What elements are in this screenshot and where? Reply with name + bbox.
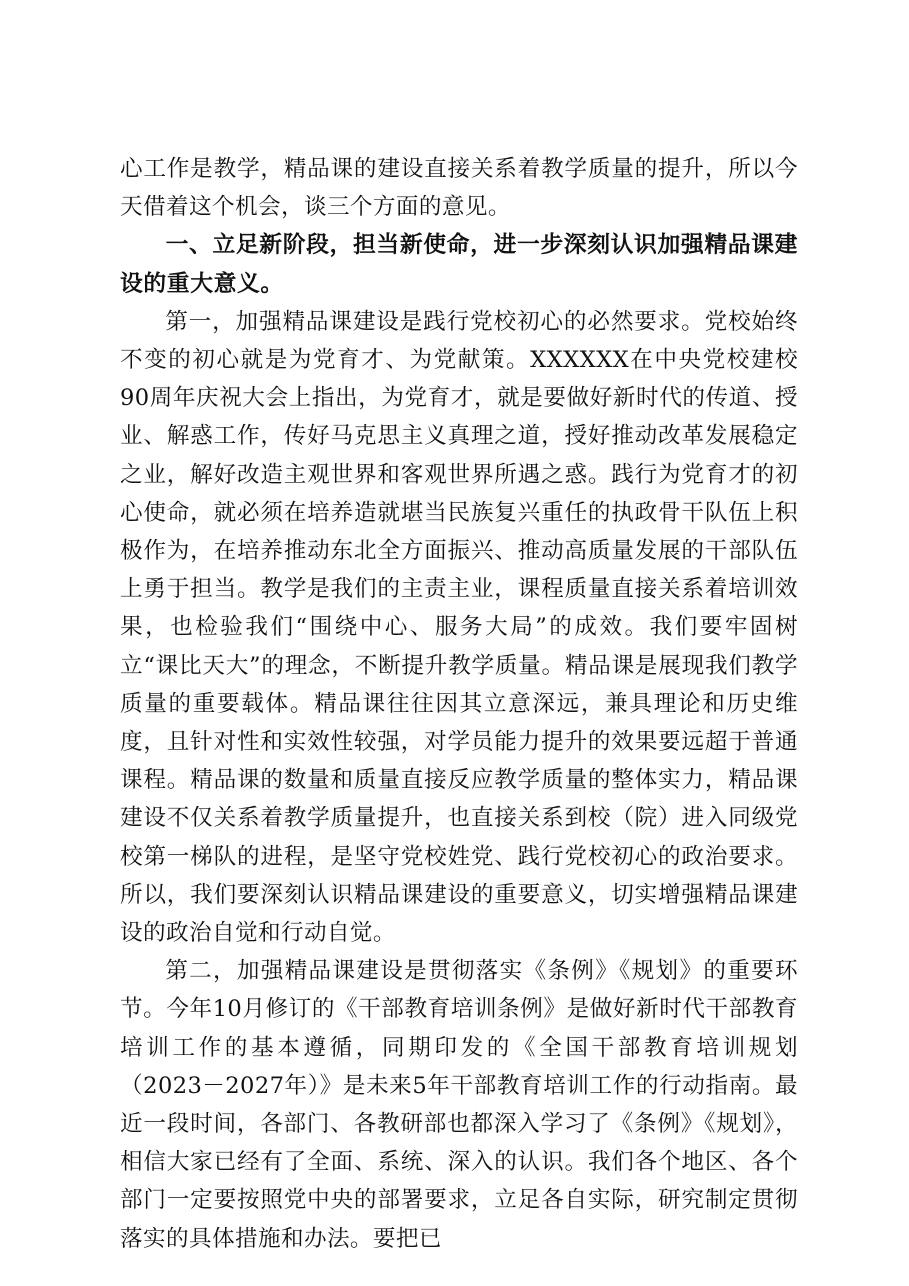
paragraph-intro: 心工作是教学，精品课的建设直接关系着教学质量的提升，所以今天借着这个机会，谈三个方面的意见。 [120,156,798,221]
paragraph-first-point: 第一，加强精品课建设是践行党校初心的必然要求。党校始终不变的初心就是为党育才、为党献策。XXXXXX在中央党校建校90周年庆祝大会上指出，为党育才，就是要做好新时代的传道、授业、解惑工作，传好马克思主义真理之道，授好推动改革发展稳定之业，解好改造主观世界和客观世界所遇之惑。践行为党育才的初心使命，就必须在培养造就堪当民族复兴重任的执政骨干队伍上积极作为，在培养推动东北全方面振兴、推动高质量发展的干部队伍上勇于担当。教学是我们的主责主业，课程质量直接关系着培训效果，也检验我们“围绕中心、服务大局”的成效。我们要牢固树立“课比天大”的理念，不断提升教学质量。精品课是展现我们教学质量的重要载体。精品课往往因其立意深远，兼具理论和历史维度，且针对性和实效性较强，对学员能力提升的效果要远超于普通课程。精品课的数量和质量直接反应教学质量的整体实力，精品课建设不仅关系着教学质量提升，也直接关系到校（院）进入同级党校第一梯队的进程，是坚守党校姓党、践行党校初心的政治要求。所以，我们要深刻认识精品课建设的重要意义，切实增强精品课建设的政治自觉和行动自觉。 [120,308,798,947]
document-page [120,150,798,1258]
paragraph-second-point: 第二，加强精品课建设是贯彻落实《条例》《规划》的重要环节。今年10月修订的《干部教育培训条例》是做好新时代干部教育培训工作的基本遵循，同期印发的《全国干部教育培训规划（2023－2027年）》是未来5年干部教育培训工作的行动指南。最近一段时间，各部门、各教研部也都深入学习了《条例》《规划》，相信大家已经有了全面、系统、深入的认识。我们各个地区、各个部门一定要按照党中央的部署要求，立足各自实际，研究制定贯彻落实的具体措施和办法。要把已 [120,958,798,1252]
section-heading: 一、立足新阶段，担当新使命，进一步深刻认识加强精品课建设的重大意义。 [120,232,798,297]
